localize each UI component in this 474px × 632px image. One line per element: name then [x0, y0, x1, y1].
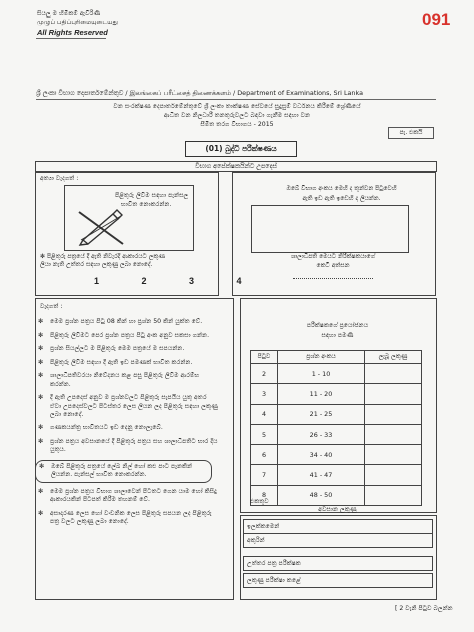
- col-questions: ප්‍රශ්න අංකය: [278, 351, 365, 364]
- table-row: 2 1 - 10: [251, 364, 422, 384]
- pencil-warning-box: [64, 185, 194, 251]
- answer-instruction-2: ලියා නැති උත්තර සඳහා ලකුණු ලබා නොදේ.: [40, 261, 153, 269]
- instruction-item: ✻ පිළිතුරු ලිවීම සඳහා දී ඇති ඉඩ පමණක් භාවිත කරන්න.: [38, 358, 193, 366]
- asterisk-mark: ✻: [40, 253, 47, 260]
- table-row: 7 41 - 47: [251, 465, 422, 485]
- instruction-item: ✻ ගණකයන්ත්‍ර භාවිතයට ඉඩ දෙනු නොලැබේ.: [38, 424, 163, 432]
- instructions-list: [38, 318, 218, 532]
- pencil-note-2: භාවිත නොකරන්න.: [121, 201, 172, 208]
- index-instruction-2: ඇති ඉඩ ඇති ඉඩෙහි ද ලියන්න.: [302, 195, 381, 202]
- answer-instruction-1: පිළිතුරු පත්‍රයේ දී ඇති නිවැරදි ආකාරයට ලකුණ: [46, 253, 165, 260]
- marks-cell[interactable]: [365, 364, 422, 384]
- turn-page-note: [ 2 වැනි පිටුව බලන්න: [395, 605, 453, 612]
- instruction-item: ✻ ප්‍රශ්න පත්‍රය අවසානයේ දී පිළිතුරු පත්‍රය සහ ශාලාධිපතිට භාර දිය යුතුය.: [38, 438, 218, 454]
- table-header-row: [251, 351, 422, 364]
- department-rule: [36, 99, 436, 100]
- index-instruction-1: ඔබේ විභාග අංකය මෙහි ද තුන්වන පිටුවෙහි: [286, 185, 397, 192]
- examiner-label: උත්තර පත්‍ර පරීක්ෂක: [247, 560, 301, 567]
- instruction-item: ✻ මෙම ප්‍රශ්න පත්‍රය විභාග ශාලාවෙන් පිටතට ගෙන යාම හෝ කිසිදු ආකාරයකින් පිටපත් කිරීම තහනම් වේ.: [38, 487, 217, 504]
- table-row: 6 34 - 40: [251, 445, 422, 465]
- table-row: 3 11 - 20: [251, 384, 422, 404]
- signature-line: [293, 278, 373, 279]
- table-row: 4 21 - 25: [251, 404, 422, 424]
- examiner-use-subtitle: සඳහා පමණි: [321, 332, 354, 339]
- col-page: පිටුව: [251, 351, 278, 364]
- important-heading: අත්‍යා වැදගත් :: [40, 175, 79, 182]
- col-marks: ලැබූ ලකුණු: [365, 351, 422, 364]
- marks-cell[interactable]: [365, 465, 422, 485]
- checker-label: ලකුණු පරීක්ෂා කළේ: [247, 577, 301, 584]
- marks-cell[interactable]: [365, 424, 422, 444]
- answer-digits-example: 1 2 3 4: [94, 276, 262, 286]
- marks-table: [250, 350, 422, 506]
- marks-in-digits-field[interactable]: [243, 519, 433, 534]
- page-number: 091: [422, 10, 451, 29]
- marks-cell[interactable]: [365, 384, 422, 404]
- instructions-title-bar: විභාග අපේක්ෂකයින්ට උපදෙස්: [35, 161, 437, 172]
- checker-field[interactable]: [243, 573, 433, 588]
- index-number-box: [232, 172, 436, 296]
- instructions-heading: වැදගත් :: [40, 303, 63, 310]
- duration-box: පැ. එකයි: [388, 127, 434, 139]
- table-row: 8 48 - 50: [251, 485, 422, 505]
- subject-title: (01) බුද්ධි පරීක්ෂණය: [185, 141, 297, 157]
- final-marks-title: අවසාන ලකුණු: [318, 506, 357, 513]
- instruction-item: ✻ මෙම ප්‍රශ්න පත්‍රය පිටු 08 කින් හා ප්‍රශ්න 50 කින් යුක්ත වේ.: [38, 318, 203, 325]
- marks-cell[interactable]: [365, 404, 422, 424]
- examiner-use-title: පරීක්ෂකගේ ප්‍රයෝජනය: [306, 322, 369, 329]
- marks-cell[interactable]: [365, 485, 422, 505]
- examiner-field[interactable]: [243, 556, 433, 571]
- instruction-item: ✻ ශාලාධිපතිවරයා නිවේදනය කළ පසු පිළිතුරු ලිවීම ආරම්භ කරන්න.: [38, 372, 200, 388]
- signature-label-1: ශාලාධිපති මෙයට නිරීක්ෂකයාගේ: [290, 253, 375, 260]
- copyright-ta: முழுப் பதிப்புரிமையுடையது: [37, 19, 118, 26]
- crossed-pencil-icon: [77, 206, 127, 246]
- index-number-field[interactable]: [251, 205, 409, 253]
- instruction-item: ✻ පිළිතුරු ලිවීමට පෙර ප්‍රශ්න පත්‍රය පිටු අංක අනුව සකසා ගන්න.: [38, 331, 210, 339]
- exam-title-line-1: වන සංරක්ෂණ දෙපාර්තමේන්තුවේ ශ්‍රී ලංකා තාක්ෂණ සේවයේ සුදුසුම් වර්ධනය කිරීමේ ශ්‍රේණියේ: [113, 103, 361, 110]
- copyright-si: සියලු ම හිමිකම් ඇවිරිණි: [37, 10, 101, 17]
- marks-in-digits-label: ඉලක්කමෙන්: [247, 523, 280, 530]
- marks-in-words-label: අකුරින්: [247, 537, 265, 544]
- instruction-item: ✻ දී ඇති උපදෙස් අනුව ම ප්‍රශ්නවලට පිළිතුරු සැපයිය යුතු අතර ඒවා උපදෙස්වලට පිටස්තර ලෙස ලියන ලද පිළිතුරු සඳහා ලකුණු ලබා නොදේ.: [38, 394, 218, 418]
- marks-cell[interactable]: [365, 445, 422, 465]
- exam-title-line-3: සීමිත තරග විභාගය - 2015: [200, 121, 274, 128]
- marks-in-words-field[interactable]: [243, 533, 433, 548]
- pencil-note-1: පිළිතුරු ලිවීම සඳහා පැන්සල: [115, 192, 189, 199]
- exam-title-line-2: ආධිත වන නිලධාරී තනතුරුවලට බඳවා ගැනීම සඳහා වන: [163, 112, 311, 119]
- instruction-item: ✻ අසාදාරණ ලෙස හෝ වංචනික ලෙස පිළිතුරු සපයන ලද පිළිතුරු පත්‍ර වලට ලකුණු ලබා නොදේ.: [38, 509, 212, 526]
- table-row: 5 26 - 33: [251, 424, 422, 444]
- total-label: එකතුව: [250, 498, 269, 505]
- all-rights-reserved: All Rights Reserved: [37, 28, 108, 37]
- instruction-item: ✻ ප්‍රශ්න සියල්ලට ම පිළිතුරු මෙම පත්‍රයේ ම සපයන්න.: [38, 345, 185, 353]
- department-line: ශ්‍රී ලංකා විභාග දෙපාර්තමේන්තුව / இலங்கைப் பரீட்சைத் திணைக்களம் / Department of Examinations, Sri Lanka: [36, 89, 363, 97]
- signature-label-2: කෙටි අත්සන: [316, 262, 350, 269]
- header-divider: [36, 38, 106, 39]
- boxed-pen-note: ✻ ඔබේ පිළිතුරු පත්‍රයේ ලේඛ නිල් හෝ කළු පාට පෑනකින් ලියන්න. පැන්සල් භාවිත නොකරන්න.: [35, 460, 212, 483]
